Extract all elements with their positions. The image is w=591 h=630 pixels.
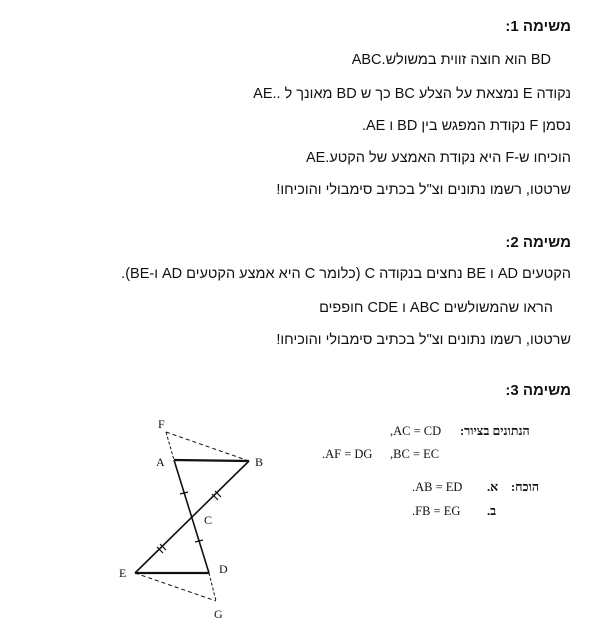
segment-eg — [135, 573, 216, 601]
task1-line-4: הוכיחו ש-F היא נקודת האמצע של הקטע.AE — [305, 150, 571, 166]
task3-heading: משימה 3: — [505, 382, 571, 399]
point-label-g: G — [214, 607, 223, 621]
given-bc-ec: BC = EC, — [390, 447, 440, 461]
task2-heading: משימה 2: — [505, 234, 571, 251]
prove-ab-ed: AB = ED. — [412, 480, 463, 494]
task1-line-2: נקודה E נמצאת על הצלע BC כך ש BD מאונך ל ..AE — [253, 86, 571, 102]
task2-line-1: הקטעים AD ו BE נחצים בנקודה C (כלומר C היא אמצע הקטעים AD ו-BE). — [121, 266, 571, 282]
point-label-e: E — [119, 566, 127, 580]
task2-line-3: שרטטו, רשמו נתונים וצ"ל בכתיב סימבולי והוכיחו! — [276, 332, 571, 348]
point-label-c: C — [204, 513, 213, 527]
item-b-label: ב. — [487, 504, 497, 518]
task3-diagram — [110, 410, 280, 630]
point-label-d: D — [219, 562, 228, 576]
task1-heading: משימה 1: — [505, 18, 571, 35]
prove-label: הוכח: — [511, 480, 540, 494]
task1-line-1: BD הוא חוצה זווית במשולש.ABC — [351, 52, 551, 68]
item-a-label: א. — [487, 480, 499, 494]
task1-line-5: שרטטו, רשמו נתונים וצ"ל בכתיב סימבולי והוכיחו! — [276, 182, 571, 198]
point-label-b: B — [255, 455, 264, 469]
point-label-f: F — [158, 417, 165, 431]
segment-fa — [166, 432, 174, 460]
prove-fb-eg: FB = EG. — [412, 504, 461, 518]
segment-ab — [174, 460, 249, 461]
task1-line-3: נסמן F נקודת המפגש בין BD ו AE. — [361, 118, 571, 134]
given-label: הנתונים בציור: — [460, 424, 530, 438]
given-af-dg: AF = DG. — [322, 447, 373, 461]
task2-line-2: הראו שהמשולשים ABC ו CDE חופפים — [319, 300, 553, 316]
segment-fb — [166, 432, 249, 461]
point-label-a: A — [156, 455, 165, 469]
given-ac-cd: AC = CD, — [390, 424, 442, 438]
segment-dg — [209, 573, 216, 601]
segment-be — [135, 461, 249, 573]
